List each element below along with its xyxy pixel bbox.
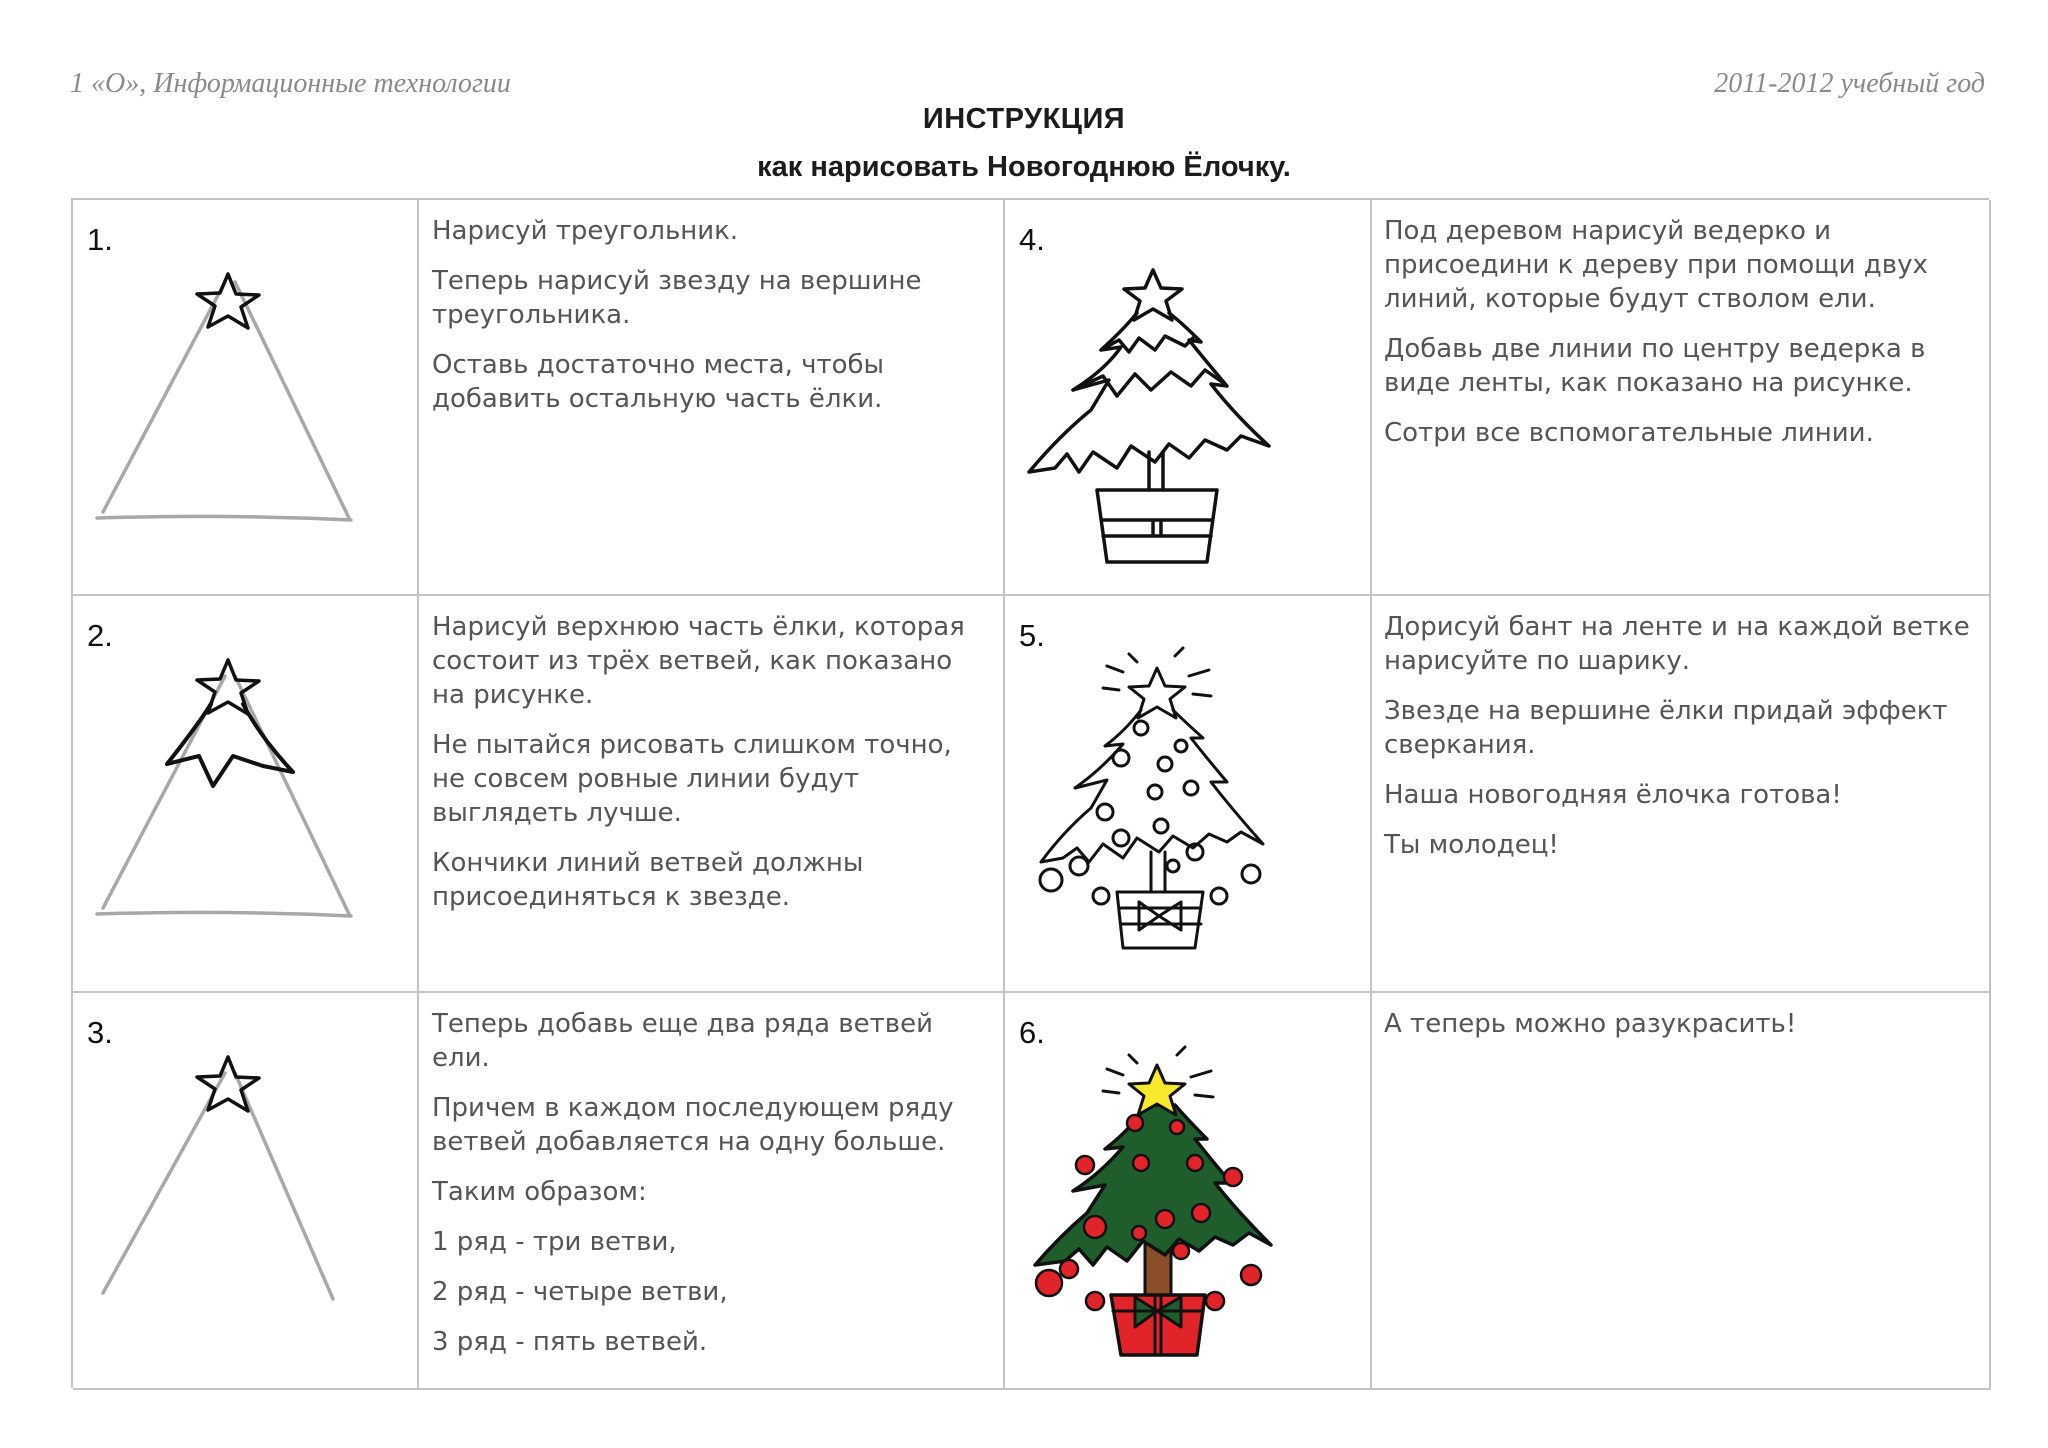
ornament-ball xyxy=(1187,1155,1203,1171)
step-3-text-cell xyxy=(419,993,1005,1390)
ornament-ball xyxy=(1134,721,1148,735)
step-1-paragraph: Оставь достаточно места, чтобы добавить остальную часть ёлки. xyxy=(432,350,885,414)
star-icon xyxy=(1129,668,1185,718)
step-5-text-cell xyxy=(1372,596,1991,993)
ornament-ball xyxy=(1192,1204,1210,1222)
instruction-table xyxy=(71,198,1989,1388)
step-1-paragraph: Нарисуй треугольник. xyxy=(432,216,739,246)
ornament-ball xyxy=(1206,1292,1224,1310)
star-icon xyxy=(1124,270,1182,320)
ornament-ball xyxy=(1167,860,1179,872)
step-1-image-cell xyxy=(73,200,419,596)
ornament-ball xyxy=(1156,1210,1174,1228)
ornament-ball xyxy=(1070,857,1088,875)
step-1-number: 1. xyxy=(87,222,113,257)
step-5-number: 5. xyxy=(1019,618,1045,653)
ornament-ball xyxy=(1133,1155,1149,1171)
step-5-image-cell xyxy=(1005,596,1372,993)
page-subtitle: как нарисовать Новогоднюю Ёлочку. xyxy=(757,151,1291,183)
ornament-ball xyxy=(1084,1216,1106,1238)
step-2-paragraph: Кончики линий ветвей должны присоединяться к звезде. xyxy=(432,848,864,912)
step-5-drawing xyxy=(1005,596,1372,993)
bucket-icon xyxy=(1111,1295,1205,1355)
ornament-ball xyxy=(1036,1270,1062,1296)
ornament-ball xyxy=(1132,1226,1146,1240)
ornament-ball xyxy=(1224,1168,1242,1186)
bow-icon xyxy=(1139,902,1181,930)
step-3-image-cell xyxy=(73,993,419,1390)
branch-tips xyxy=(1073,336,1225,396)
ornament-ball xyxy=(1093,888,1109,904)
step-3-paragraph: 2 ряд - четыре ветви, xyxy=(432,1277,728,1307)
step-4-paragraph: Сотри все вспомогательные линии. xyxy=(1384,418,1874,448)
step-1-paragraph: Теперь нарисуй звезду на вершине треугольника. xyxy=(432,266,922,330)
step-3-paragraph: Таким образом: xyxy=(432,1177,647,1207)
top-branches xyxy=(167,704,293,786)
page-title: ИНСТРУКЦИЯ xyxy=(922,103,1126,135)
guide-triangle xyxy=(103,1073,333,1299)
trunk xyxy=(1151,852,1165,892)
ornament-ball xyxy=(1242,865,1260,883)
ornament-ball xyxy=(1241,1265,1261,1285)
step-5-paragraph: Наша новогодняя ёлочка готова! xyxy=(1384,780,1842,810)
step-4-text-cell xyxy=(1372,200,1991,596)
step-6-paragraph: А теперь можно разукрасить! xyxy=(1384,1009,1797,1039)
ornament-ball xyxy=(1113,750,1129,766)
step-5-paragraph: Дорисуй бант на ленте и на каждой ветке нарисуйте по шарику. xyxy=(1384,612,1970,676)
header-course: 1 «О», Информационные технологии xyxy=(70,68,511,99)
step-1-text-cell xyxy=(419,200,1005,596)
step-2-text-cell xyxy=(419,596,1005,993)
step-2-image-cell xyxy=(73,596,419,993)
step-4-number: 4. xyxy=(1019,222,1045,257)
step-2-number: 2. xyxy=(87,618,113,653)
step-4-paragraph: Добавь две линии по центру ведерка в виде ленты, как показано на рисунке. xyxy=(1384,334,1926,398)
step-3-paragraph: 3 ряд - пять ветвей. xyxy=(432,1327,708,1357)
ornament-ball xyxy=(1148,785,1162,799)
ornament-ball xyxy=(1127,1115,1143,1131)
ornament-ball xyxy=(1170,1120,1184,1134)
ornament-ball xyxy=(1211,888,1227,904)
step-3-drawing xyxy=(73,993,419,1390)
bucket-icon xyxy=(1097,490,1217,562)
step-5-paragraph: Ты молодец! xyxy=(1384,830,1559,860)
step-6-text-cell xyxy=(1372,993,1991,1390)
tree-outline xyxy=(97,1101,349,1285)
ornament-ball xyxy=(1040,869,1062,891)
ornament-ball xyxy=(1113,830,1129,846)
step-6-drawing xyxy=(1005,993,1372,1390)
step-5-paragraph: Звезде на вершине ёлки придай эффект сверкания. xyxy=(1384,696,1948,760)
ornament-ball xyxy=(1175,740,1187,752)
step-4-image-cell xyxy=(1005,200,1372,596)
branch-tips xyxy=(139,1149,287,1215)
guide-triangle xyxy=(97,676,351,916)
ornament-ball xyxy=(1173,1243,1189,1259)
header-year: 2011-2012 учебный год xyxy=(1714,68,1985,99)
step-6-image-cell xyxy=(1005,993,1372,1390)
ornament-ball xyxy=(1158,757,1172,771)
step-2-drawing xyxy=(73,596,419,993)
step-1-drawing xyxy=(73,200,419,596)
step-3-paragraph: 1 ряд - три ветви, xyxy=(432,1227,677,1257)
step-3-paragraph: Причем в каждом последующем ряду ветвей добавляется на одну больше. xyxy=(432,1093,954,1157)
ornament-ball xyxy=(1097,804,1113,820)
sparkle-lines xyxy=(1103,648,1211,696)
step-3-number: 3. xyxy=(87,1015,113,1050)
step-2-paragraph: Нарисуй верхнюю часть ёлки, которая состоит из трёх ветвей, как показано на рисунке. xyxy=(432,612,965,710)
ornament-ball xyxy=(1184,781,1198,795)
step-4-paragraph: Под деревом нарисуй ведерко и присоедини к дереву при помощи двух линий, которые будут стволом ели. xyxy=(1384,216,1928,314)
step-3-paragraph: Теперь добавь еще два ряда ветвей ели. xyxy=(432,1009,933,1073)
tree-outline xyxy=(1029,313,1269,472)
ornament-ball xyxy=(1086,1292,1104,1310)
ornament-ball xyxy=(1154,819,1168,833)
bucket-icon xyxy=(1117,892,1203,948)
step-2-paragraph: Не пытайся рисовать слишком точно, не совсем ровные линии будут выглядеть лучше. xyxy=(432,730,952,828)
step-6-number: 6. xyxy=(1019,1015,1045,1050)
ornament-ball xyxy=(1076,1156,1094,1174)
step-4-drawing xyxy=(1005,200,1372,596)
ornament-ball xyxy=(1060,1260,1078,1278)
